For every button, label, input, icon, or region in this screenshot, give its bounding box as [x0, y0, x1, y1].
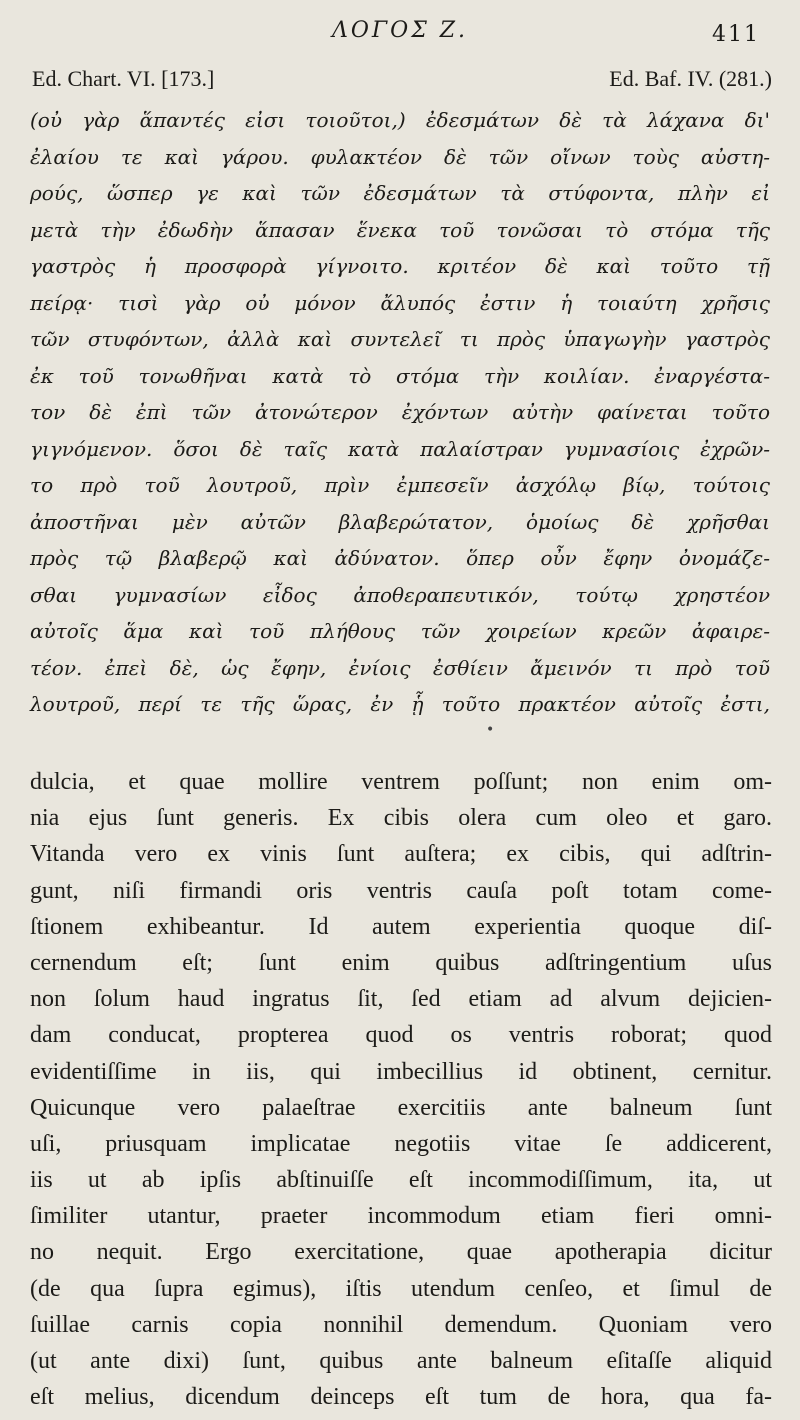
- greek-text-line: αὐτοῖς ἅμα καὶ τοῦ πλήθους τῶν χοιρείων κρεῶν ἀφαιρε-: [30, 619, 770, 643]
- running-title: ΛΟΓΟΣ Ζ.: [331, 18, 469, 43]
- latin-text-line: uſi, priusquam implicatae negotiis vitae ſe addicerent,: [30, 1130, 772, 1157]
- greek-text-line: σθαι γυμνασίων εἶδος ἀποθεραπευτικόν, τούτῳ χρηστέον: [30, 582, 770, 607]
- greek-text-line: ρούς, ὥσπερ γε καὶ τῶν ἐδεσμάτων τὰ στύφοντα, πλὴν εἰ: [30, 181, 770, 205]
- greek-text-line: ἀποστῆναι μὲν αὐτῶν βλαβερώτατον, ὁμοίως δὲ χρῆσθαι: [30, 509, 770, 534]
- greek-text-line: το πρὸ τοῦ λουτροῦ, πρὶν ἐμπεσεῖν ἀσχόλῳ βίῳ, τούτοις: [30, 473, 770, 497]
- latin-text-line: iis ut ab ipſis abſtinuiſſe eſt incommodiſſimum, ita, ut: [30, 1167, 772, 1194]
- latin-text-line: ſuillae carnis copia nonnihil demendum. Quoniam vero: [30, 1311, 772, 1338]
- greek-text-line: ἐκ τοῦ τονωθῆναι κατὰ τὸ στόμα τὴν κοιλίαν. ἐναργέστα-: [30, 363, 770, 388]
- latin-text-line: Quicunque vero palaeſtrae exercitiis ante balneum ſunt: [30, 1094, 772, 1121]
- greek-text-line: γαστρὸς ἡ προσφορὰ γίγνοιτο. κριτέον δὲ καὶ τοῦτο τῇ: [30, 254, 770, 278]
- latin-text-line: evidentiſſime in iis, qui imbecillius id obtinent, cernitur.: [30, 1058, 772, 1085]
- section-separator: •: [486, 722, 495, 738]
- latin-text-line: ſimiliter utantur, praeter incommodum etiam fieri omni-: [30, 1203, 772, 1230]
- edition-chartier-reference: Ed. Chart. VI. [173.]: [32, 66, 215, 91]
- greek-text-block: [30, 102, 770, 723]
- page-number: 411: [712, 22, 760, 47]
- latin-text-line: cernendum eſt; ſunt enim quibus adſtringentium uſus: [30, 949, 772, 976]
- greek-text-line: πρὸς τῷ βλαβερῷ καὶ ἀδύνατον. ὅπερ οὖν ἔφην ὀνομάζε-: [30, 546, 770, 570]
- latin-text-block: [30, 764, 772, 1415]
- greek-text-line: τῶν στυφόντων, ἀλλὰ καὶ συντελεῖ τι πρὸς ὑπαγωγὴν γαστρὸς: [30, 327, 770, 351]
- greek-text-line: (οὐ γὰρ ἅπαντές εἰσι τοιοῦτοι,) ἐδεσμάτων δὲ τὰ λάχανα δι': [30, 108, 770, 132]
- latin-text-line: dulcia, et quae mollire ventrem poſſunt; non enim om-: [30, 769, 772, 795]
- greek-text-line: λουτροῦ, περί τε τῆς ὥρας, ἐν ᾗ τοῦτο πρακτέον αὐτοῖς ἐστι,: [30, 692, 770, 716]
- latin-text-line: (ut ante dixi) ſunt, quibus ante balneum eſitaſſe aliquid: [30, 1348, 772, 1374]
- edition-basel-reference: Ed. Baf. IV. (281.): [609, 66, 772, 91]
- edition-reference-line: [32, 66, 772, 96]
- running-head: [0, 18, 800, 52]
- greek-text-line: ἐλαίου τε καὶ γάρου. φυλακτέον δὲ τῶν οἴνων τοὺς αὐστη-: [30, 144, 770, 169]
- greek-text-line: πείρᾳ· τισὶ γὰρ οὐ μόνον ἄλυπός ἐστιν ἡ τοιαύτη χρῆσις: [30, 290, 770, 315]
- greek-text-line: μετὰ τὴν ἐδωδὴν ἅπασαν ἕνεκα τοῦ τονῶσαι τὸ στόμα τῆς: [30, 217, 770, 242]
- latin-text-line: non ſolum haud ingratus ſit, ſed etiam ad alvum dejicien-: [30, 986, 772, 1013]
- latin-text-line: Vitanda vero ex vinis ſunt auſtera; ex cibis, qui adſtrin-: [30, 841, 772, 868]
- latin-text-line: ſtionem exhibeantur. Id autem experientia quoque diſ-: [30, 913, 772, 940]
- greek-text-line: τέον. ἐπεὶ δὲ, ὡς ἔφην, ἐνίοις ἐσθίειν ἄμεινόν τι πρὸ τοῦ: [30, 655, 770, 680]
- latin-text-line: (de qua ſupra egimus), iſtis utendum cenſeo, et ſimul de: [30, 1275, 772, 1302]
- latin-text-line: gunt, niſi firmandi oris ventris cauſa poſt totam come-: [30, 877, 772, 904]
- latin-text-line: nia ejus ſunt generis. Ex cibis olera cum oleo et garo.: [30, 805, 772, 832]
- greek-text-line: τον δὲ ἐπὶ τῶν ἀτονώτερον ἐχόντων αὐτὴν φαίνεται τοῦτο: [30, 400, 770, 424]
- latin-text-line: dam conducat, propterea quod os ventris roborat; quod: [30, 1022, 772, 1049]
- latin-text-line: eſt melius, dicendum deinceps eſt tum de hora, qua fa-: [30, 1384, 772, 1411]
- latin-text-line: no nequit. Ergo exercitatione, quae apotherapia dicitur: [30, 1239, 772, 1266]
- greek-text-line: γιγνόμενον. ὅσοι δὲ ταῖς κατὰ παλαίστραν γυμνασίοις ἐχρῶν-: [30, 436, 770, 461]
